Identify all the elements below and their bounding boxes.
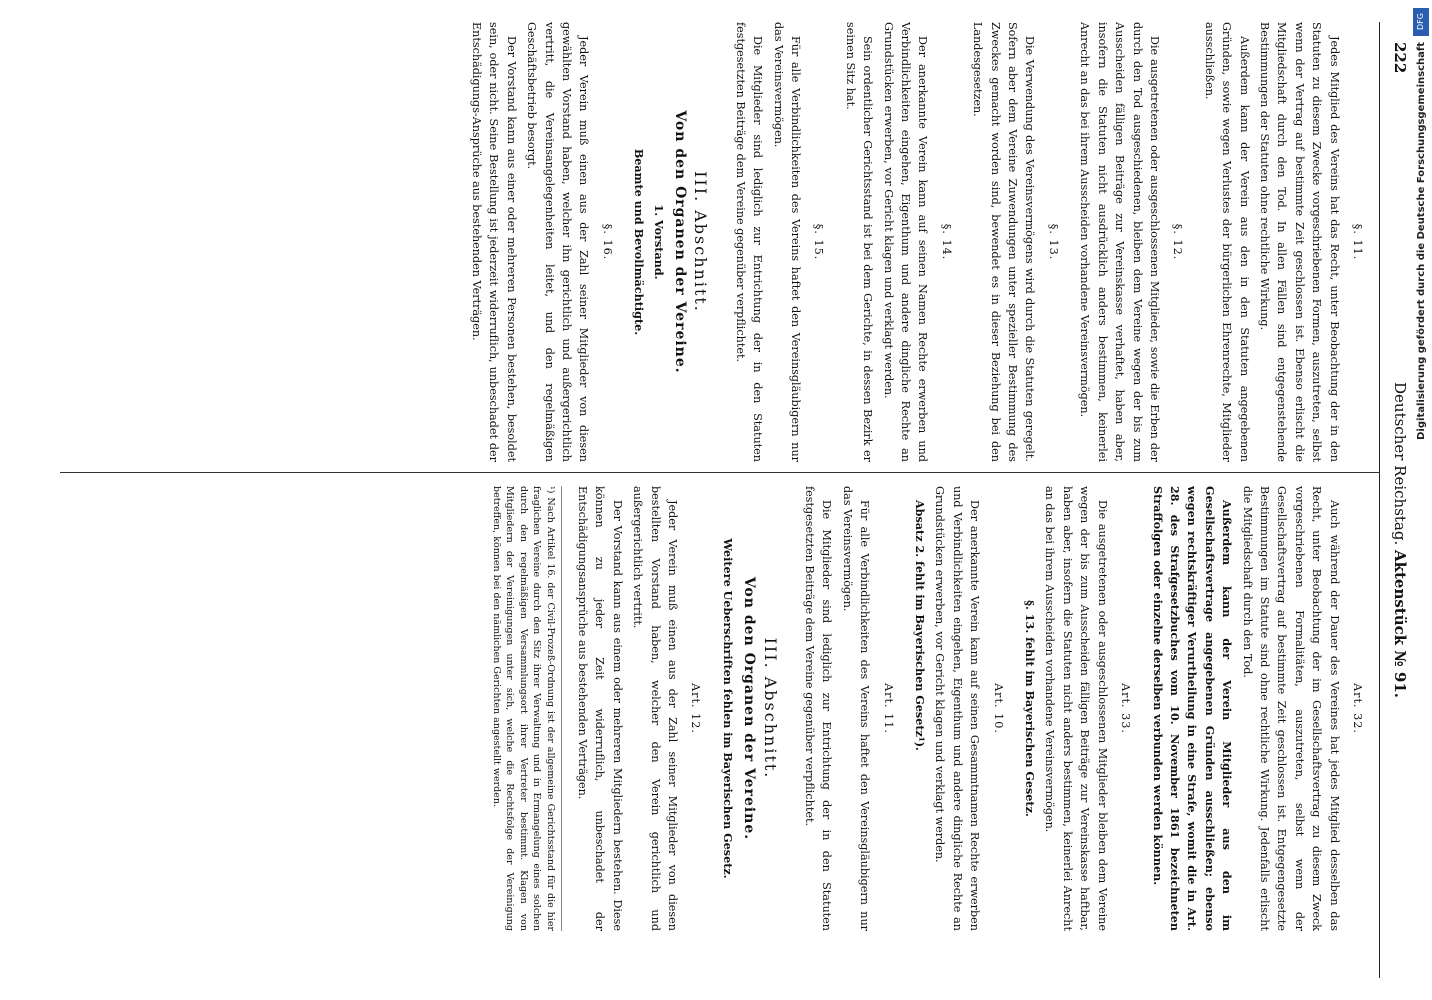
paragraph: Der anerkannte Verein kann auf seinen Gesammtnamen Rechte erwerben und Verbindlichkeiten eingehen, Eigenthum und andere dingliche Rechte an Grundstücken erwerben, vor Gericht klagen und verklagt werden. — [933, 486, 982, 931]
part-number: III. Abschnitt. — [760, 637, 780, 780]
subheading: 1. Vorstand. — [651, 204, 666, 280]
paragraph: Die Verwendung des Vereinsvermögens wird durch die Statuten geregelt. Sofern aber dem Vereine Zuwendungen unter spezieller Bestimmung des Zweckes gemacht worden sind, bewendet es in dieser Beziehung bei den Landesgesetzen. — [971, 22, 1037, 462]
part-title: Von den Organen der Vereine. — [672, 110, 688, 374]
subheading: Beamte und Bevollmächtigte. — [632, 148, 647, 336]
funding-note: Digitalisierung gefördert durch die Deutsche Forschungsgemeinschaft — [1416, 42, 1427, 440]
left-column — [60, 22, 1380, 473]
paragraph: Sein ordentlicher Gerichtsstand ist bei dem Gerichte, in dessen Bezirk er seinen Sitz hat. — [843, 22, 875, 462]
page-number: 222 — [1391, 42, 1409, 74]
paragraph: Jeder Verein muß einen aus der Zahl seiner Mitglieder von diesen gewählten Vorstand haben, welcher ihn gerichtlich und außergerichtlich vertritt, die Vereinsangelegenheiten leitet, und den regelmäßigen Geschäftsbetrieb besorgt. — [525, 22, 591, 462]
footnote: ¹) Nach Artikel 16. der Civil-Prozeß-Ordnung ist der allgemeine Gerichtsstand für die hier fraglichen Vereine durch den Sitz ihrer Verwaltung und in Ermangelung eines solchen durch den regelmäßigen Versammlungsort ihrer Vertreter bestimmt. Klagen von Mitgliedern der Vereinigungen unter sich, welche die Rechtsfolge der Vereinigung betreffen, können bei den nämlichen Gerichten angestellt werden. — [489, 486, 562, 931]
paragraph: Außerdem kann der Verein Mitglieder aus den im Gesellschaftsvertrage angegebenen Gründen ausschließen; ebenso wegen rechtskräftiger Verurtheilung in eine Strafe, womit die in Art. 28. des Strafgesetzbuches vom 10. November 1861 bezeichneten Straffolgen oder einzelne derselben verbunden werden können. — [1150, 486, 1235, 931]
paragraph: Der Vorstand kann aus einem oder mehreren Mitgliedern bestehen. Diese können zu jeder Zeit widerruflich, unbeschadet der Entschädigungsansprüche aus bestehenden Verträgen. — [575, 486, 624, 931]
article-heading: Art. 10. — [991, 683, 1005, 734]
paragraph: Außerdem kann der Verein aus den in den Statuten angegebenen Gründen, sowie wegen Verlustes der bürgerlichen Ehrenrechte, Mitglieder ausschließen. — [1202, 22, 1251, 462]
paragraph: Für alle Verbindlichkeiten des Vereins haftet den Vereinsgläubigern nur das Vereinsvermögen. — [840, 486, 872, 931]
section-heading: §. 16. — [600, 223, 614, 261]
dfg-logo: DFG — [1413, 8, 1429, 36]
paragraph: Für alle Verbindlichkeiten des Vereins haftet den Vereinsgläubigern nur das Vereinsvermögen. — [771, 22, 803, 462]
article-heading: Art. 32. — [1351, 683, 1364, 734]
note: §. 13. fehlt im Bayerischen Gesetz. — [1023, 600, 1038, 817]
paragraph: Die ausgetretenen oder ausgeschlossenen Mitglieder bleiben dem Vereine wegen der bis zum Ausscheiden fälligen Beiträge zur Vereinskasse haftbar, haben aber, insofern die Statuten nicht anders bestimmen, keinerlei Anrecht an das bei ihrem Ausscheiden vorhandene Vereinsvermögen. — [1043, 486, 1109, 931]
section-heading: §. 12. — [1171, 223, 1185, 261]
part-title: Von den Organen der Vereine. — [741, 576, 758, 841]
paragraph: Der anerkannte Verein kann auf seinen Namen Rechte erwerben und Verbindlichkeiten eingehen, Eigenthum und andere dingliche Rechte an Grundstücken erwerben, vor Gericht klagen und verklagt werden. — [881, 22, 930, 462]
paragraph: Jedes Mitglied des Vereins hat das Recht, unter Beobachtung der in den Statuten zu diesem Zwecke vorgeschriebenen Formen, auszutreten, selbst wenn der Vertrag auf bestimmte Zeit geschlossen ist. Ebenso erlischt die Mitgliedschaft durch den Tod. In allen Fällen sind entgegenstehende Bestimmungen der Statuten ohne rechtliche Wirkung. — [1257, 22, 1341, 462]
right-column — [60, 486, 1380, 931]
note: Absatz 2. fehlt im Bayerischen Gesetz¹). — [913, 500, 928, 751]
article-heading: Art. 12. — [689, 683, 703, 734]
publication-title: Deutscher Reichstag. — [1391, 382, 1409, 546]
paragraph: Auch während der Dauer des Vereines hat jedes Mitglied desselben das Recht, unter Beobachtung der im Gesellschaftsvertrag zu diesem Zweck vorgeschriebenen Formalitäten, auszutreten, selbst wenn der Gesellschaftsvertrag auf bestimmte Zeit geschlossen ist. Entgegengesetzte Bestimmungen im Statute sind ohne rechtliche Wirkung. Jedenfalls erlischt die Mitgliedschaft durch den Tod. — [1240, 486, 1341, 931]
section-heading: §. 14. — [939, 223, 953, 261]
document-number: Aktenstück № 91. — [1391, 549, 1409, 698]
subheading: Weitere Ueberschriften fehlen im Bayerischen Gesetz. — [720, 538, 735, 879]
section-heading: §. 15. — [812, 223, 826, 261]
article-heading: Art. 11. — [881, 683, 895, 734]
paragraph: Die Mitglieder sind lediglich zur Entrichtung der in den Statuten festgesetzten Beiträge dem Vereine gegenüber verpflichtet. — [803, 486, 834, 931]
section-heading: §. 11. — [1351, 223, 1364, 261]
paragraph: Die ausgetretenen oder ausgeschlossenen Mitglieder, sowie die Erben der durch den Tod ausgeschiedenen, bleiben dem Vereine wegen der bis zum Ausscheiden fälligen Beiträge zur Vereinskasse verhaftet, haben aber, insofern die Statuten nicht ausdrücklich anders bestimmen, keinerlei Anrecht an das bei ihrem Ausscheiden vorhandene Vereinsvermögen. — [1078, 22, 1161, 462]
digitization-note — [1406, 0, 1432, 1000]
article-heading: Art. 33. — [1119, 683, 1133, 734]
section-heading: §. 13. — [1046, 223, 1060, 261]
paragraph: Der Vorstand kann aus einer oder mehreren Personen bestehen, besoldet sein, oder nicht. Seine Bestellung ist jederzeit widerruflich, unbeschadet der Entschädigungs-Ansprüche aus bestehenden Verträgen. — [469, 22, 518, 462]
part-number: III. Abschnitt. — [691, 171, 711, 313]
paragraph: Jeder Verein muß einen aus der Zahl seiner Mitglieder von diesen bestellten Vorstand haben, welcher den Verein gerichtlich und außergerichtlich vertritt. — [631, 486, 679, 931]
paragraph: Die Mitglieder sind lediglich zur Entrichtung der in den Statuten festgesetzten Beiträge dem Vereine gegenüber verpflichtet. — [733, 22, 765, 462]
